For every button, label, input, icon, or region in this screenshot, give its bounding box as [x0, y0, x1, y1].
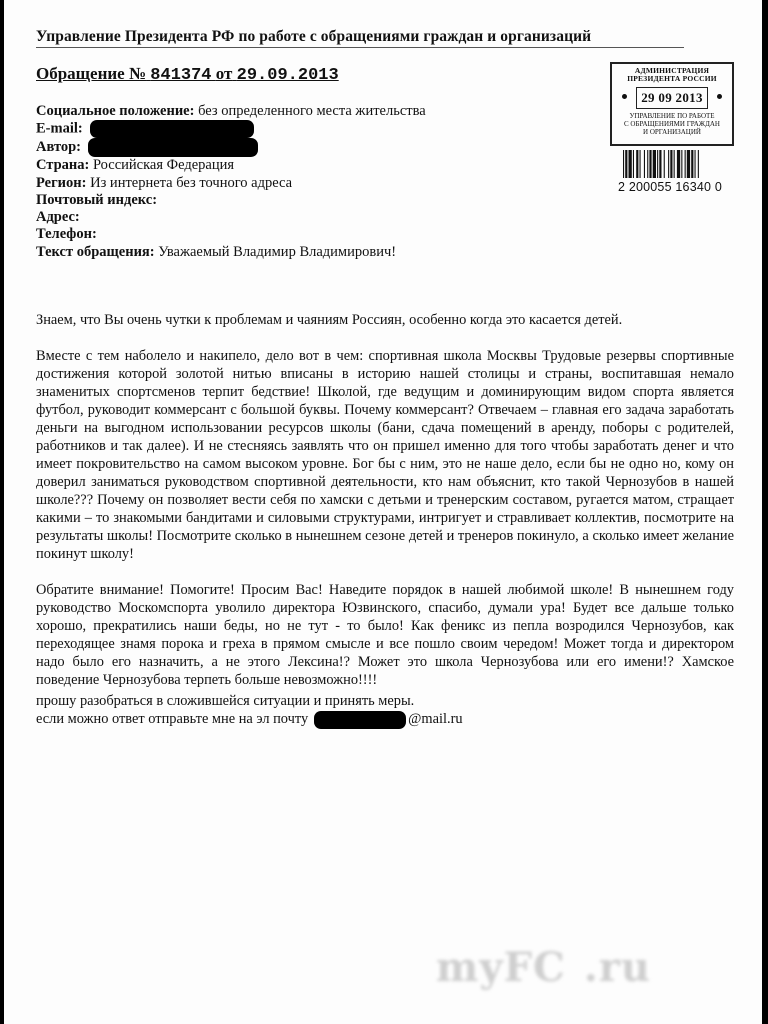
stamp-footer-line: УПРАВЛЕНИЕ ПО РАБОТЕ [629, 112, 715, 120]
closing-line-reply [36, 710, 734, 729]
appeal-number: 841374 [150, 66, 212, 85]
stamp-footer-line: С ОБРАЩЕНИЯМИ ГРАЖДАН [624, 120, 720, 128]
bullet-icon [717, 94, 722, 99]
stamp-footer [612, 112, 732, 136]
field-appeal-text [36, 244, 596, 261]
appeal-title-prefix: Обращение № [36, 64, 147, 83]
appeal-date: 29.09.2013 [236, 66, 339, 85]
field-postal-code [36, 192, 596, 209]
field-value: Из интернета без точного адреса [90, 174, 293, 191]
field-label: Страна: [36, 157, 90, 174]
stamp-header-line: ПРЕЗИДЕНТА РОССИИ [627, 74, 717, 83]
stamp-footer-line: И ОРГАНИЗАЦИЙ [643, 128, 701, 136]
field-label: Адрес: [36, 209, 80, 226]
watermark-logo [436, 944, 651, 991]
field-label: Телефон: [36, 226, 97, 243]
field-address [36, 209, 596, 226]
reply-email-domain: @mail.ru [408, 711, 463, 727]
field-value: Уважаемый Владимир Владимирович! [158, 243, 397, 260]
barcode-number: 2 200055 16340 0 [618, 180, 722, 194]
body-paragraph: Обратите внимание! Помогите! Просим Вас! Наведите порядок в нашей любимой школе! В нынешнем году руководство Москомспорта уволило директора Юзвинского, спасибо, думали ура! Будет все дальше только хорошо, прекратились наши беды, но не тут - то было! Как феникс из пепла возродился Чернозубов, как переходящее знамя порока и греха в прямом смысле и все пошло своим чередом! Может тогда и директором надо было его назначить, а не этого Лексина!? Может это школа Чернозубова или его имени!? Хамское поведение Чернозубова терпеть больше невозможно!!!! [36, 582, 734, 688]
body-paragraph: Вместе с тем наболело и накипело, дело вот в чем: спортивная школа Москвы Трудовые резервы спортивные достижения которой золотой нитью вписаны в историю нашей столицы и страны, воспитавшая немало знаменитых спортсменов терпит бедствие! Школой, где ведущим и доминирующим видом спорта является футбол, руководит коммерсант с большой буквы. Почему коммерсант? Отвечаем – главная его задача заработать деньги на выгодном использовании ресурсов школы (бани, сдача помещений в аренду, поборы с родителей, работников и так далее). И не стесняясь заявлять что он пришел именно для того чтобы заработать денег и что имеет покровительство на самом высоком уровне. Бог бы с ним, это не наше дело, если бы не одно но, кому он доверил заниматься руководством спортивной деятельности, кто нам объяснит, кто такой Чернозубов в нашей школе??? Почему он позволяет вести себя по хамски с детьми и тренерским составом, ругается матом, стращает какими – то знакомыми бандитами и силовыми структурами, интригует и стравливает коллектив, посмотрите на результаты школы! Посмотрите сколько в нынешнем сезоне детей и тренеров покинуло, а сколько имеет желание покинут школу! [36, 348, 734, 562]
appeal-fields [36, 103, 596, 261]
barcode-icon [623, 150, 729, 178]
field-value: без определенного места жительства [198, 103, 426, 119]
redaction-mark [88, 138, 258, 157]
stamp-header-line: АДМИНИСТРАЦИЯ [634, 66, 710, 75]
field-label: Почтовый индекс: [36, 191, 158, 208]
field-label: E-mail: [36, 120, 83, 137]
document-page [4, 0, 762, 1024]
organization-header: Управление Президента РФ по работе с обращениями граждан и организаций [36, 28, 684, 48]
field-author [36, 138, 596, 157]
watermark-brand: myFC [436, 944, 566, 991]
field-country [36, 157, 596, 174]
reply-text: если можно ответ отправьте мне на эл почту [36, 711, 309, 727]
bullet-icon [622, 94, 627, 99]
redaction-mark [90, 120, 254, 138]
field-label: Социальное положение: [36, 103, 195, 119]
field-phone [36, 226, 596, 243]
field-social-status [36, 103, 596, 120]
appeal-title [36, 64, 339, 85]
field-email [36, 120, 596, 138]
field-label: Текст обращения: [36, 243, 155, 260]
watermark-domain: .ru [583, 944, 651, 991]
stamp-date: 29 09 2013 [636, 87, 708, 109]
field-label: Регион: [36, 174, 87, 191]
appeal-body [36, 311, 734, 707]
registration-stamp [610, 62, 734, 146]
stamp-header [612, 67, 732, 83]
appeal-closing [36, 692, 734, 729]
appeal-title-from: от [215, 64, 233, 83]
field-label: Автор: [36, 139, 82, 156]
stamp-date-row [612, 85, 732, 111]
field-region [36, 175, 596, 192]
field-value: Российская Федерация [92, 157, 235, 174]
redaction-mark [314, 711, 406, 729]
closing-line: прошу разобраться в сложившейся ситуации и принять меры. [36, 693, 415, 709]
body-paragraph: Знаем, что Вы очень чутки к проблемам и чаяниям Россиян, особенно когда это касается детей. [36, 312, 623, 328]
